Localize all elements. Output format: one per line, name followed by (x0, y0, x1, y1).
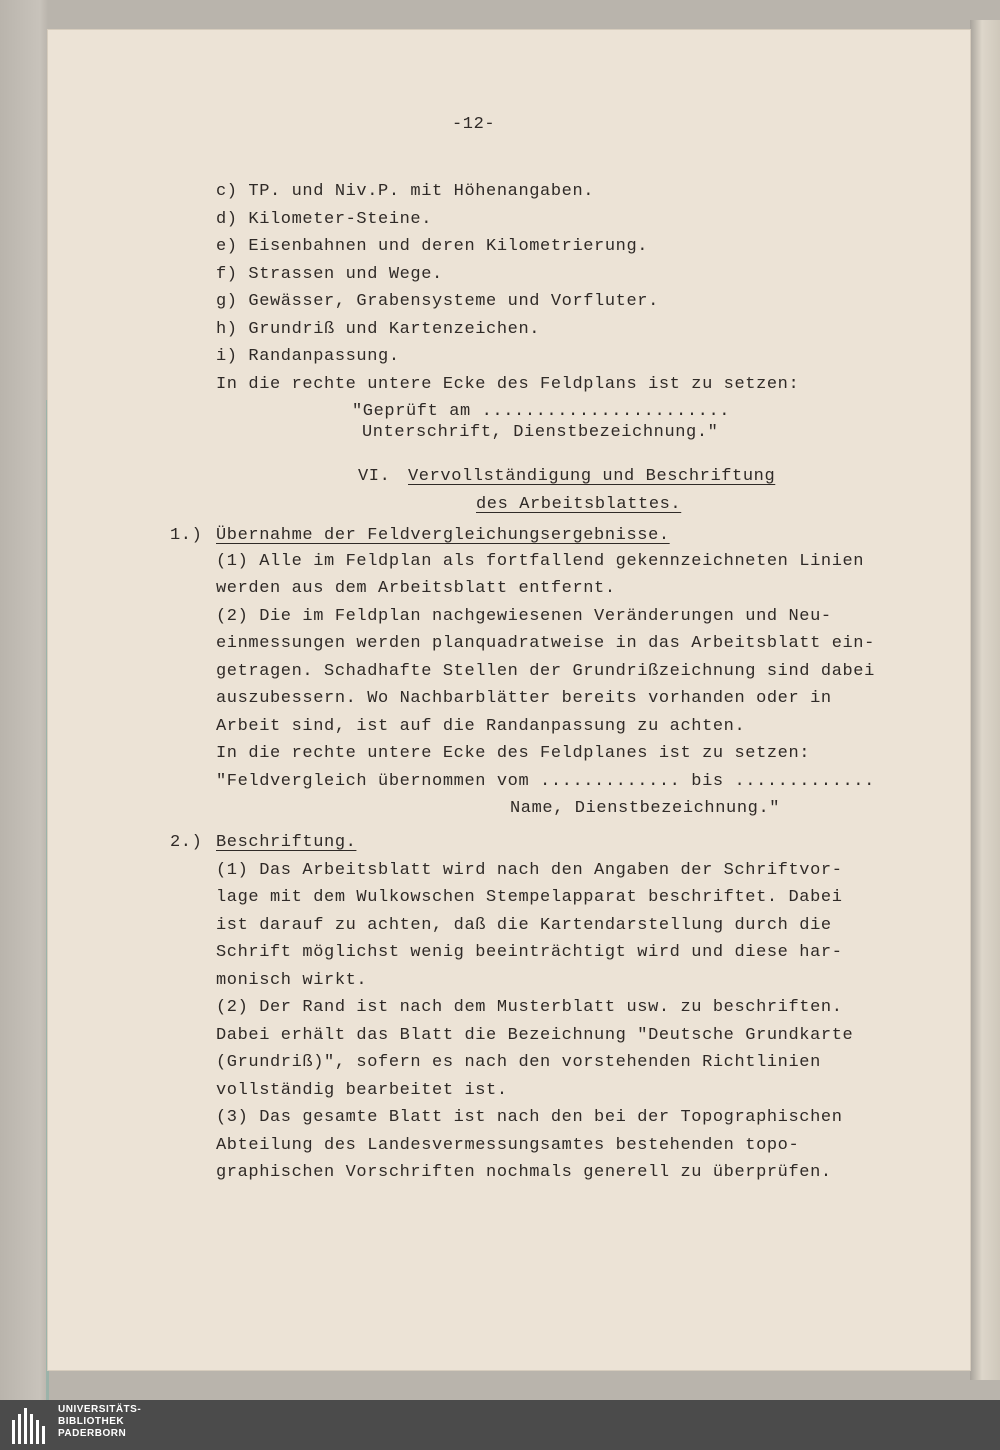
body-line: Dabei erhält das Blatt die Bezeichnung "Deutsche Grundkarte (216, 1026, 854, 1045)
library-logo-text: PADERBORN (58, 1428, 127, 1439)
list-item: h) Grundriß und Kartenzeichen. (216, 320, 541, 339)
library-logo-text: UNIVERSITÄTS- (58, 1404, 142, 1415)
body-line: Abteilung des Landesvermessungsamtes bestehenden topo- (216, 1136, 800, 1155)
body-line: Schrift möglichst wenig beeinträchtigt wird und diese har- (216, 943, 843, 962)
list-item: d) Kilometer-Steine. (216, 210, 433, 229)
body-line: In die rechte untere Ecke des Feldplanes ist zu setzen: (216, 744, 811, 763)
document-page (48, 30, 970, 1370)
body-line: (1) Alle im Feldplan als fortfallend gekennzeichneten Linien (216, 552, 865, 571)
body-line: getragen. Schadhafte Stellen der Grundrißzeichnung sind dabei (216, 662, 875, 681)
body-line: Name, Dienstbezeichnung." (510, 799, 781, 818)
body-line: "Feldvergleich übernommen vom ............. bis ............. (216, 772, 875, 791)
body-line: monisch wirkt. (216, 971, 368, 990)
library-bars-icon (10, 1406, 50, 1444)
instruction-text: In die rechte untere Ecke des Feldplans ist zu setzen: (216, 375, 800, 394)
next-page-edge (970, 20, 1000, 1380)
list-item: g) Gewässer, Grabensysteme und Vorfluter. (216, 292, 659, 311)
list-item: c) TP. und Niv.P. mit Höhenangaben. (216, 182, 595, 201)
body-line: (Grundriß)", sofern es nach den vorstehenden Richtlinien (216, 1053, 821, 1072)
page-number: -12- (452, 115, 496, 134)
library-logo-text: BIBLIOTHEK (58, 1416, 125, 1427)
item-number: 1.) (170, 526, 203, 545)
body-line: lage mit dem Wulkowschen Stempelapparat beschriftet. Dabei (216, 888, 843, 907)
item-heading: Beschriftung. (216, 833, 357, 852)
body-line: ist darauf zu achten, daß die Kartendarstellung durch die (216, 916, 832, 935)
body-line: werden aus dem Arbeitsblatt entfernt. (216, 579, 616, 598)
body-line: vollständig bearbeitet ist. (216, 1081, 508, 1100)
body-line: graphischen Vorschriften nochmals generell zu überprüfen. (216, 1163, 832, 1182)
item-number: 2.) (170, 833, 203, 852)
list-item: f) Strassen und Wege. (216, 265, 443, 284)
stamp-line: Unterschrift, Dienstbezeichnung." (362, 423, 719, 442)
stamp-line: "Geprüft am ....................... (352, 402, 731, 421)
body-line: (2) Die im Feldplan nachgewiesenen Veränderungen und Neu- (216, 607, 832, 626)
body-line: einmessungen werden planquadratweise in das Arbeitsblatt ein- (216, 634, 875, 653)
section-number: VI. (358, 467, 391, 486)
list-item: i) Randanpassung. (216, 347, 400, 366)
body-line: (3) Das gesamte Blatt ist nach den bei der Topographischen (216, 1108, 843, 1127)
item-heading: Übernahme der Feldvergleichungsergebnisse. (216, 526, 670, 545)
body-line: Arbeit sind, ist auf die Randanpassung zu achten. (216, 717, 746, 736)
body-line: auszubessern. Wo Nachbarblätter bereits vorhanden oder in (216, 689, 832, 708)
section-title: Vervollständigung und Beschriftung (408, 467, 776, 486)
body-line: (2) Der Rand ist nach dem Musterblatt usw. zu beschriften. (216, 998, 843, 1017)
section-title: des Arbeitsblattes. (476, 495, 682, 514)
body-line: (1) Das Arbeitsblatt wird nach den Angaben der Schriftvor- (216, 861, 843, 880)
library-footer-bar (0, 1400, 1000, 1450)
list-item: e) Eisenbahnen und deren Kilometrierung. (216, 237, 649, 256)
